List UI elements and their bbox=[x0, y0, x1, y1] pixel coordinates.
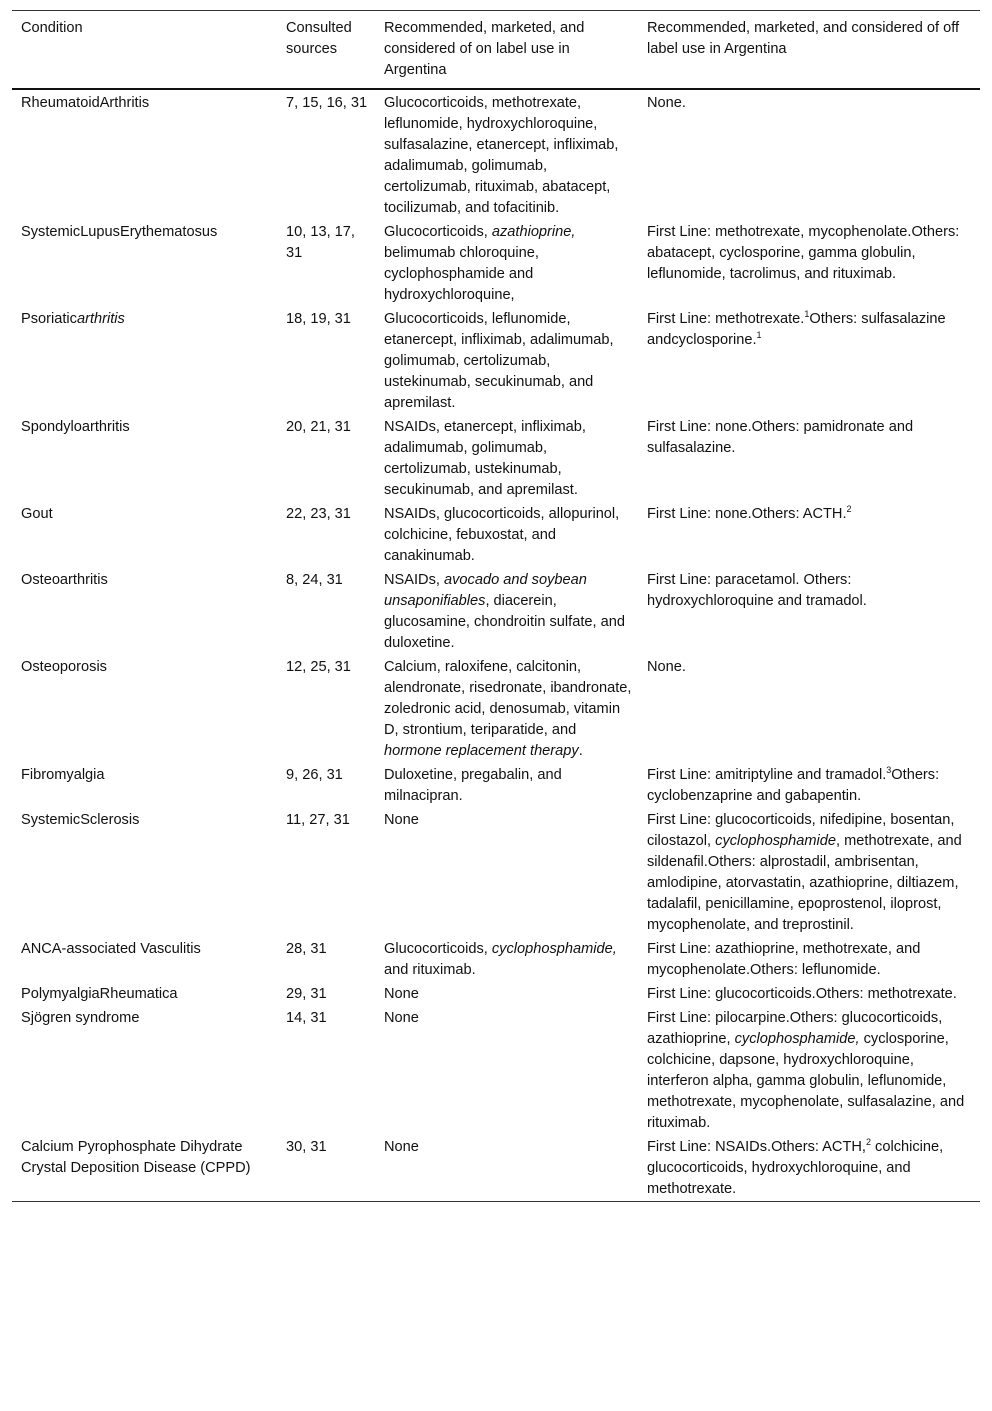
text-segment: and rituximab. bbox=[384, 962, 476, 978]
cell-on-label bbox=[375, 307, 638, 415]
text-segment: arthritis bbox=[76, 311, 125, 327]
text-segment: cyclophosphamide, bbox=[734, 1031, 860, 1047]
cell-consulted-sources: 14, 31 bbox=[286, 1010, 327, 1026]
cell-on-label bbox=[375, 502, 638, 568]
cell-condition bbox=[12, 307, 277, 415]
cell-off-label bbox=[638, 763, 980, 808]
text-segment: Osteoarthritis bbox=[21, 572, 108, 588]
text-segment: Calcium, raloxifene, calcitonin, alendronate, risedronate, ibandronate, zoledronic acid, denosumab, vitamin D, strontium, teriparatide, and bbox=[384, 659, 632, 738]
text-segment: First Line: NSAIDs.Others: ACTH, bbox=[647, 1139, 866, 1155]
text-segment: None. bbox=[647, 659, 686, 675]
cell-consulted-sources: 12, 25, 31 bbox=[286, 659, 351, 675]
text-segment: First Line: amitriptyline and tramadol. bbox=[647, 767, 887, 783]
cell-condition bbox=[12, 763, 277, 808]
table-row bbox=[12, 307, 980, 415]
text-segment: SystemicSclerosis bbox=[21, 812, 140, 828]
cell-condition bbox=[12, 982, 277, 1006]
text-segment: First Line: glucocorticoids.Others: methotrexate. bbox=[647, 986, 957, 1002]
cell-condition bbox=[12, 808, 277, 937]
text-segment: First Line: azathioprine, methotrexate, and mycophenolate.Others: leflunomide. bbox=[647, 941, 921, 978]
table-row bbox=[12, 982, 980, 1006]
cell-off-label bbox=[638, 808, 980, 937]
cell-consulted-sources: 30, 31 bbox=[286, 1139, 327, 1155]
cell-consulted-sources: 10, 13, 17, 31 bbox=[286, 224, 355, 261]
text-segment: First Line: pilocarpine.Others: glucocorticoids, azathioprine, bbox=[647, 1010, 943, 1047]
cell-on-label bbox=[375, 415, 638, 502]
text-segment: Others: sulfasalazine andcyclosporine. bbox=[647, 311, 946, 348]
cell-condition bbox=[12, 415, 277, 502]
cell-on-label bbox=[375, 937, 638, 982]
cell-condition bbox=[12, 502, 277, 568]
text-segment: Osteoporosis bbox=[21, 659, 107, 675]
text-segment: belimumab chloroquine, cyclophosphamide and hydroxychloroquine, bbox=[384, 245, 539, 303]
text-segment: NSAIDs, etanercept, infliximab, adalimumab, golimumab, certolizumab, ustekinumab, secukinumab, and apremilast. bbox=[384, 419, 586, 498]
text-segment: Glucocorticoids, bbox=[384, 941, 492, 957]
header-on-label: Recommended, marketed, and considered of on label use in Argentina bbox=[384, 20, 585, 78]
table-row bbox=[12, 568, 980, 655]
table-row bbox=[12, 808, 980, 937]
cell-condition bbox=[12, 655, 277, 763]
cell-on-label bbox=[375, 89, 638, 220]
text-segment: Others: cyclobenzaprine and gabapentin. bbox=[647, 767, 940, 804]
footnote-marker: 2 bbox=[846, 504, 852, 514]
cell-off-label bbox=[638, 982, 980, 1006]
cell-on-label bbox=[375, 1006, 638, 1135]
text-segment: First Line: paracetamol. Others: hydroxychloroquine and tramadol. bbox=[647, 572, 867, 609]
text-segment: Calcium Pyrophosphate Dihydrate Crystal Deposition Disease (CPPD) bbox=[21, 1139, 251, 1176]
cell-on-label bbox=[375, 220, 638, 307]
footnote-marker: 3 bbox=[886, 765, 892, 775]
cell-off-label bbox=[638, 1006, 980, 1135]
cell-consulted-sources: 22, 23, 31 bbox=[286, 506, 351, 522]
table-row bbox=[12, 1135, 980, 1202]
text-segment: NSAIDs, glucocorticoids, allopurinol, colchicine, febuxostat, and canakinumab. bbox=[384, 506, 620, 564]
cell-condition bbox=[12, 937, 277, 982]
cell-condition bbox=[12, 220, 277, 307]
text-segment: Glucocorticoids, leflunomide, etanercept, infliximab, adalimumab, golimumab, certolizumab, ustekinumab, secukinumab, and apremilast. bbox=[384, 311, 614, 411]
table-row bbox=[12, 220, 980, 307]
table-row bbox=[12, 655, 980, 763]
cell-on-label bbox=[375, 982, 638, 1006]
text-segment: cyclophosphamide, bbox=[491, 941, 617, 957]
text-segment: hormone replacement therapy bbox=[384, 743, 579, 759]
text-segment: ANCA-associated Vasculitis bbox=[21, 941, 201, 957]
table-row bbox=[12, 89, 980, 220]
footnote-marker: 1 bbox=[756, 330, 762, 340]
table-row bbox=[12, 937, 980, 982]
cell-off-label bbox=[638, 502, 980, 568]
text-segment: First Line: methotrexate. bbox=[647, 311, 805, 327]
cell-consulted-sources: 18, 19, 31 bbox=[286, 311, 351, 327]
cell-off-label bbox=[638, 568, 980, 655]
text-segment: None bbox=[384, 986, 419, 1002]
text-segment: Spondyloarthritis bbox=[21, 419, 130, 435]
text-segment: Duloxetine, pregabalin, and milnacipran. bbox=[384, 767, 562, 804]
text-segment: None. bbox=[647, 95, 686, 111]
cell-off-label bbox=[638, 415, 980, 502]
cell-on-label bbox=[375, 655, 638, 763]
footnote-marker: 2 bbox=[865, 1137, 871, 1147]
text-segment: Glucocorticoids, methotrexate, leflunomide, hydroxychloroquine, sulfasalazine, etanercept, infliximab, adalimumab, golimumab, certolizumab, rituximab, abatacept, tocilizumab, and tofacitinib. bbox=[384, 95, 619, 216]
text-segment: Fibromyalgia bbox=[21, 767, 105, 783]
table-row bbox=[12, 1006, 980, 1135]
text-segment: First Line: none.Others: pamidronate and sulfasalazine. bbox=[647, 419, 914, 456]
text-segment: First Line: methotrexate, mycophenolate.Others: abatacept, cyclosporine, gamma globulin, leflunomide, tacrolimus, and rituximab. bbox=[647, 224, 960, 282]
text-segment: colchicine, glucocorticoids, hydroxychloroquine, and methotrexate. bbox=[647, 1139, 944, 1197]
text-segment: First Line: glucocorticoids, nifedipine, bosentan, cilostazol, bbox=[647, 812, 955, 849]
cell-on-label bbox=[375, 808, 638, 937]
text-segment: , methotrexate, and sildenafil.Others: alprostadil, ambrisentan, amlodipine, atorvastatin, azathioprine, diltiazem, tadalafil, penicillamine, epoprostenol, iloprost, mycophenolate, and treprostinil. bbox=[647, 833, 962, 933]
cell-off-label bbox=[638, 1135, 980, 1202]
cell-on-label bbox=[375, 763, 638, 808]
text-segment: cyclosporine, colchicine, dapsone, hydroxychloroquine, interferon alpha, gamma globulin, leflunomide, methotrexate, mycophenolate, sulfasalazine, and rituximab. bbox=[647, 1031, 965, 1131]
text-segment: SystemicLupusErythematosus bbox=[21, 224, 218, 240]
cell-consulted-sources: 28, 31 bbox=[286, 941, 327, 957]
cell-condition bbox=[12, 1135, 277, 1202]
cell-consulted-sources: 11, 27, 31 bbox=[286, 812, 350, 828]
cell-consulted-sources: 9, 26, 31 bbox=[286, 767, 343, 783]
cell-on-label bbox=[375, 1135, 638, 1202]
cell-off-label bbox=[638, 220, 980, 307]
cell-condition bbox=[12, 89, 277, 220]
header-consulted-sources: Consulted sources bbox=[286, 20, 352, 57]
drug-use-table bbox=[12, 10, 980, 1202]
text-segment: Sjögren syndrome bbox=[21, 1010, 140, 1026]
text-segment: First Line: none.Others: ACTH. bbox=[647, 506, 847, 522]
text-segment: Psoriatic bbox=[21, 311, 77, 327]
cell-condition bbox=[12, 568, 277, 655]
cell-off-label bbox=[638, 655, 980, 763]
header-condition: Condition bbox=[21, 20, 83, 36]
text-segment: PolymyalgiaRheumatica bbox=[21, 986, 178, 1002]
text-segment: Glucocorticoids, bbox=[384, 224, 492, 240]
cell-consulted-sources: 20, 21, 31 bbox=[286, 419, 351, 435]
text-segment: azathioprine, bbox=[491, 224, 576, 240]
text-segment: None bbox=[384, 1010, 419, 1026]
text-segment: . bbox=[578, 743, 583, 759]
cell-off-label bbox=[638, 89, 980, 220]
table-row bbox=[12, 763, 980, 808]
cell-condition bbox=[12, 1006, 277, 1135]
text-segment: RheumatoidArthritis bbox=[21, 95, 150, 111]
table-header bbox=[12, 11, 980, 90]
text-segment: cyclophosphamide bbox=[715, 833, 837, 849]
cell-off-label bbox=[638, 307, 980, 415]
text-segment: avocado and soybean unsaponifiables bbox=[384, 572, 587, 609]
footnote-marker: 1 bbox=[804, 309, 810, 319]
text-segment: , diacerein, glucosamine, chondroitin sulfate, and duloxetine. bbox=[384, 593, 625, 651]
text-segment: NSAIDs, bbox=[384, 572, 445, 588]
cell-consulted-sources: 8, 24, 31 bbox=[286, 572, 343, 588]
text-segment: Gout bbox=[21, 506, 53, 522]
table-row bbox=[12, 415, 980, 502]
table-row bbox=[12, 502, 980, 568]
cell-consulted-sources: 7, 15, 16, 31 bbox=[286, 95, 368, 111]
cell-consulted-sources: 29, 31 bbox=[286, 986, 327, 1002]
cell-off-label bbox=[638, 937, 980, 982]
header-off-label: Recommended, marketed, and considered of off label use in Argentina bbox=[647, 20, 960, 57]
header-row bbox=[12, 11, 980, 90]
text-segment: None bbox=[384, 1139, 419, 1155]
text-segment: None bbox=[384, 812, 419, 828]
cell-on-label bbox=[375, 568, 638, 655]
table-body bbox=[12, 89, 980, 1202]
